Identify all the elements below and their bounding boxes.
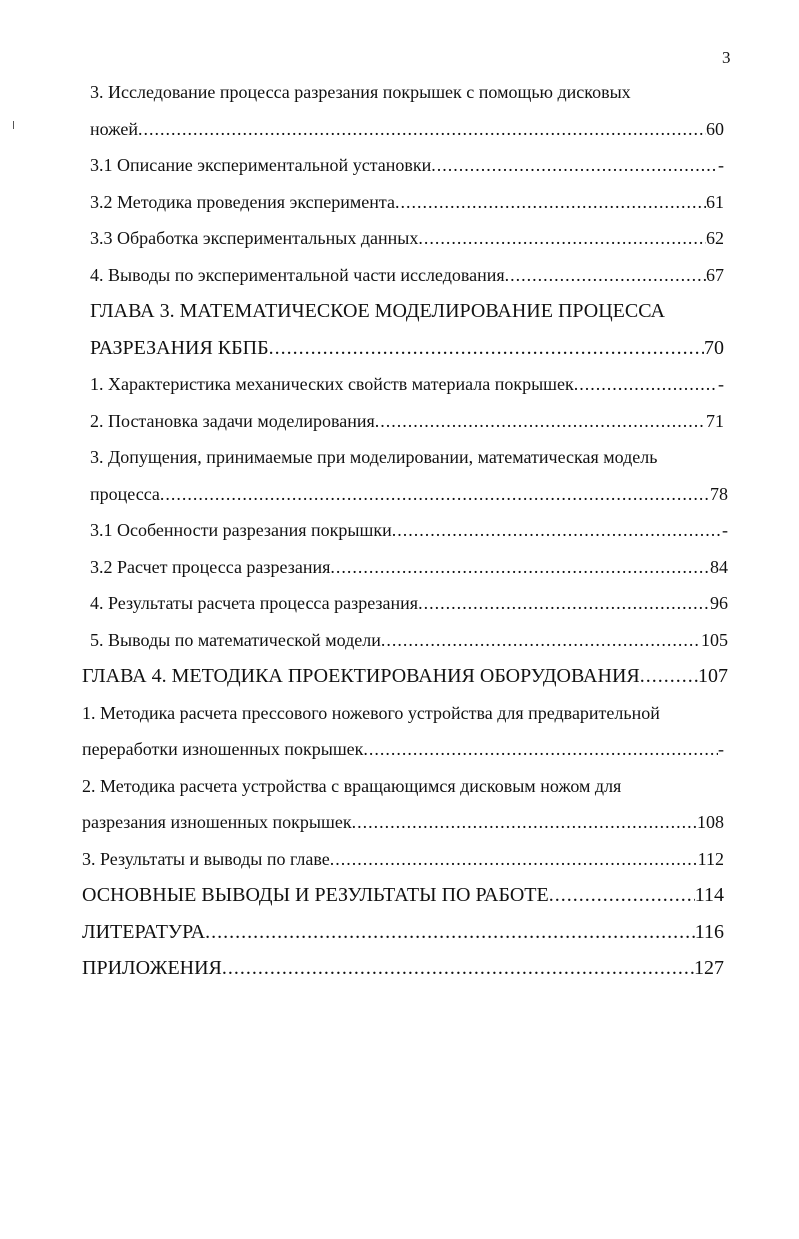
toc-entry: [90, 74, 700, 111]
toc-entry-title: ОСНОВНЫЕ ВЫВОДЫ И РЕЗУЛЬТАТЫ ПО РАБОТЕ: [82, 884, 549, 906]
toc-entry-title: 3. Допущения, принимаемые при моделировании, математическая модель: [90, 447, 658, 467]
toc-page-number: 60: [706, 118, 724, 139]
toc-chapter-heading: [82, 658, 728, 695]
toc-chapter-heading: [90, 330, 724, 367]
page-number: 3: [722, 48, 731, 67]
toc-page-number: 108: [697, 812, 724, 832]
toc-entry: [90, 366, 724, 403]
toc-entry: [90, 257, 724, 294]
toc-entry-title: 3.2 Методика проведения эксперимента: [90, 191, 395, 212]
toc-entry-title: 4. Выводы по экспериментальной части исследования: [90, 264, 505, 285]
toc-entry: [90, 549, 728, 586]
toc-entry-title: 3.1 Описание экспериментальной установки: [90, 155, 432, 175]
toc-entry: [90, 220, 724, 257]
toc-dot-leader: [640, 658, 698, 695]
toc-entry: [90, 111, 724, 148]
toc-entry: [82, 804, 724, 841]
toc-entry-title: процесса: [90, 483, 160, 504]
toc-page-number: 62: [706, 228, 724, 248]
toc-entry-title: ГЛАВА 4. МЕТОДИКА ПРОЕКТИРОВАНИЯ ОБОРУДОВАНИЯ: [82, 665, 640, 687]
toc-dot-leader: [431, 147, 718, 184]
toc-dot-leader: [375, 403, 706, 440]
toc-entry: [90, 147, 724, 184]
toc-page-number: 67: [706, 264, 724, 285]
toc-entry-title: 4. Результаты расчета процесса разрезания: [90, 593, 419, 613]
toc-entry-title: ножей: [90, 118, 139, 139]
toc-entry-title: разрезания изношенных покрышек: [82, 812, 352, 832]
toc-page-number: 78: [710, 483, 728, 504]
toc-entry-title: 2. Постановка задачи моделирования: [90, 410, 375, 431]
toc-entry: [90, 476, 728, 513]
toc-entry-title: ЛИТЕРАТУРА: [82, 920, 206, 943]
toc-dot-leader: [269, 330, 704, 367]
toc-entry: [82, 731, 724, 768]
toc-entry-title: 3.2 Расчет процесса разрезания: [90, 556, 331, 577]
toc-entry-title: ПРИЛОЖЕНИЯ: [82, 957, 222, 979]
toc-page-number: 71: [706, 410, 724, 431]
toc-page-number: 112: [697, 848, 724, 869]
toc-dot-leader: [352, 804, 697, 841]
toc-dot-leader: [549, 877, 695, 914]
toc-entry-title: переработки изношенных покрышек: [82, 739, 364, 759]
toc-chapter-heading: [82, 877, 724, 914]
toc-dot-leader: [392, 512, 722, 549]
toc-entry: [90, 403, 724, 440]
toc-dot-leader: [330, 549, 710, 586]
toc-page-number: 105: [701, 629, 728, 650]
toc-entry: [82, 768, 700, 805]
toc-entry-title: 3. Исследование процесса разрезания покрышек с помощью дисковых: [90, 82, 631, 102]
toc-dot-leader: [330, 841, 698, 878]
toc-entry-title: РАЗРЕЗАНИЯ КБПБ: [90, 336, 269, 359]
toc-entry: [82, 695, 720, 732]
toc-dot-leader: [505, 257, 706, 294]
toc-dot-leader: [381, 622, 701, 659]
toc-page-number: 84: [710, 556, 728, 577]
toc-dot-leader: [205, 914, 695, 951]
toc-dot-leader: [574, 366, 718, 403]
toc-dot-leader: [138, 111, 706, 148]
toc-page-number: 114: [694, 884, 724, 906]
toc-page-number: -: [722, 520, 728, 540]
toc-page-number: -: [718, 739, 724, 759]
toc-entry: [82, 841, 724, 878]
toc-page-number: 96: [710, 593, 728, 613]
toc-page-number: 116: [694, 920, 724, 943]
toc-dot-leader: [418, 220, 706, 257]
toc-entry-title: 1. Методика расчета прессового ножевого устройства для предварительной: [82, 702, 660, 723]
toc-entry-title: ГЛАВА 3. МАТЕМАТИЧЕСКОЕ МОДЕЛИРОВАНИЕ ПРОЦЕССА: [90, 300, 665, 322]
toc-page-number: 70: [704, 336, 724, 359]
toc-entry: [90, 184, 724, 221]
toc-page-number: -: [718, 155, 724, 175]
toc-page-number: 61: [706, 191, 724, 212]
toc-entry-title: 5. Выводы по математической модели: [90, 629, 381, 650]
toc-chapter-heading: [90, 293, 700, 330]
toc-chapter-heading: [82, 950, 724, 987]
toc-entry: [90, 622, 728, 659]
table-of-contents: [0, 74, 799, 987]
toc-entry-title: 3.1 Особенности разрезания покрышки: [90, 520, 392, 540]
toc-dot-leader: [395, 184, 706, 221]
toc-dot-leader: [418, 585, 710, 622]
toc-entry: [90, 512, 728, 549]
toc-entry-title: 3. Результаты и выводы по главе: [82, 848, 330, 869]
toc-dot-leader: [222, 950, 694, 987]
toc-page-number: -: [718, 374, 724, 394]
toc-dot-leader: [160, 476, 710, 513]
toc-entry-title: 3.3 Обработка экспериментальных данных: [90, 228, 419, 248]
toc-chapter-heading: [82, 914, 724, 951]
toc-page-number: 107: [698, 665, 728, 687]
toc-entry: [90, 585, 728, 622]
toc-page-number: 127: [694, 957, 724, 979]
toc-entry: [90, 439, 700, 476]
toc-entry-title: 1. Характеристика механических свойств материала покрышек: [90, 374, 574, 394]
toc-entry-title: 2. Методика расчета устройства с вращающимся дисковым ножом для: [82, 775, 622, 796]
toc-dot-leader: [363, 731, 718, 768]
